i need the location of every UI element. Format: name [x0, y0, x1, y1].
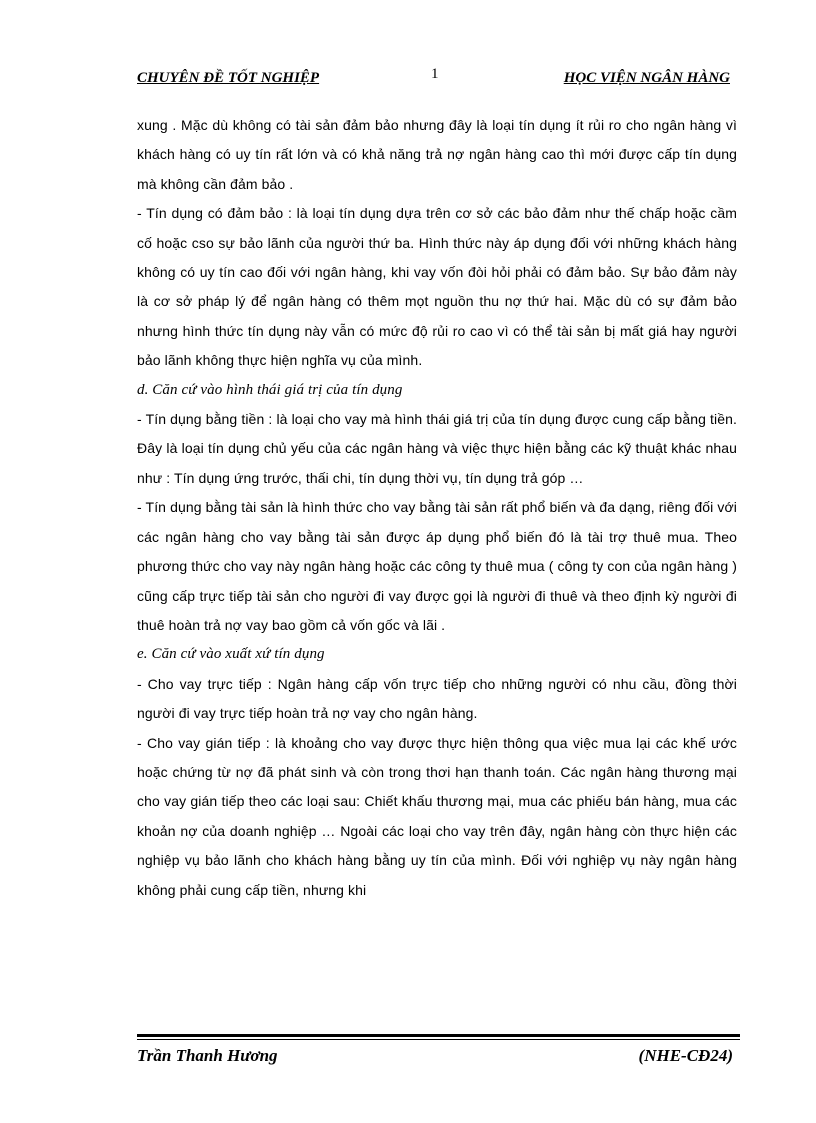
- page-footer: [137, 1046, 737, 1072]
- section-heading: d. Căn cứ vào hình thái giá trị của tín dụng: [137, 381, 403, 398]
- document-body: [137, 111, 737, 905]
- section-heading: e. Căn cứ vào xuất xứ tín dụng: [137, 646, 325, 663]
- footer-rule-thick: [137, 1034, 740, 1037]
- paragraph: xung . Mặc dù không có tài sản đảm bảo nhưng đây là loại tín dụng ít rủi ro cho ngân hàng vì khách hàng có uy tín rất lớn và có khả năng trả nợ ngân hàng cao thì mới được cấp tín dụng mà không cần đảm bảo .: [137, 117, 737, 192]
- paragraph: - Tín dụng bằng tiền : là loại cho vay mà hình thái giá trị của tín dụng được cung cấp bằng tiền. Đây là loại tín dụng chủ yếu của các ngân hàng và việc thực hiện bằng các kỹ thuật khác nhau như : Tín dụng ứng trước, thấi chi, tín dụng thời vụ, tín dụng trả góp …: [137, 411, 737, 486]
- paragraph: - Cho vay gián tiếp : là khoảng cho vay được thực hiện thông qua việc mua lại các khế ước hoặc chứng từ nợ đã phát sinh và còn trong thơi hạn thanh toán. Các ngân hàng thương mại cho vay gián tiếp theo các loại sau: Chiết khấu thương mại, mua các phiếu bán hàng, mua các khoản nợ của doanh nghiệp … Ngoài các loại cho vay trên đây, ngân hàng còn thực hiện các nghiệp vụ bảo lãnh cho khách hàng bằng uy tín của mình. Đối với nghiệp vụ này ngân hàng không phải cung cấp tiền, nhưng khi: [137, 734, 737, 898]
- footer-code: (NHE-CĐ24): [638, 1046, 733, 1065]
- paragraph: - Cho vay trực tiếp : Ngân hàng cấp vốn trực tiếp cho những người có nhu cầu, đồng thời người đi vay trực tiếp hoàn trả nợ vay cho ngân hàng.: [137, 675, 737, 722]
- footer-rule-thin: [137, 1039, 740, 1040]
- page-header: [137, 66, 730, 94]
- footer-author: Trần Thanh Hương: [137, 1046, 278, 1065]
- paragraph: - Tín dụng có đảm bảo : là loại tín dụng dựa trên cơ sở các bảo đảm như thế chấp hoặc cầm cố hoặc cso sự bảo lãnh của người thứ ba. Hình thức này áp dụng đối với những khách hàng không có uy tín cao đối với ngân hàng, khi vay vốn đòi hỏi phải có đảm bảo. Sự bảo đảm này là cơ sở pháp lý để ngân hàng có thêm mọt nguồn thu nợ thứ hai. Mặc dù có sự đảm bảo nhưng hình thức tín dụng này vẫn có mức độ rủi ro cao vì có thể tài sản bị mất giá hay người bảo lãnh không thực hiện nghĩa vụ của mình.: [137, 205, 737, 369]
- header-right-title: HỌC VIỆN NGÂN HÀNG: [563, 70, 730, 86]
- paragraph: - Tín dụng bằng tài sản là hình thức cho vay bằng tài sản rất phổ biến và đa dạng, riêng đối với các ngân hàng cho vay bằng tài sản được áp dụng phổ biến đó là tài trợ thuê mua. Theo phương thức cho vay này ngân hàng hoặc các công ty thuê mua ( công ty con của ngân hàng ) cũng cấp trực tiếp tài sản cho người đi vay được gọi là người đi thuê và theo định kỳ người đi thuê hoàn trả nợ vay bao gồm cả vốn gốc và lãi .: [137, 499, 737, 633]
- page-number: 1: [431, 66, 439, 82]
- header-left-title: CHUYÊN ĐỀ TỐT NGHIỆP: [137, 70, 320, 86]
